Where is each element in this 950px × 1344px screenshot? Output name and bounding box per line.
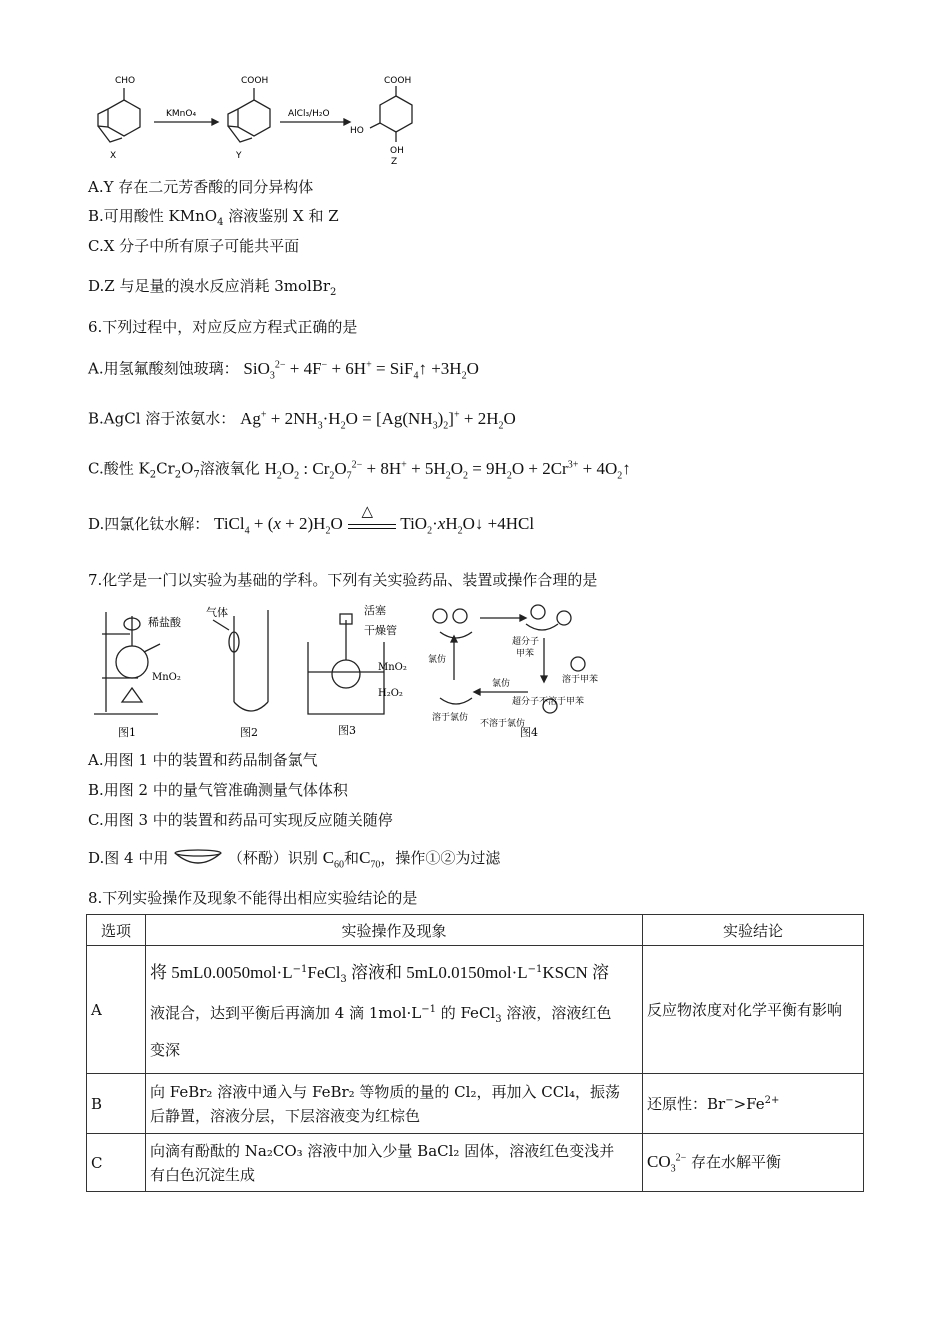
x-cho-label: CHO (115, 76, 136, 86)
row-a-option: A (87, 946, 146, 1074)
z-oh-label: OH (390, 146, 404, 156)
q8-stem: 8.下列实验操作及现象不能得出相应实验结论的是 (88, 889, 418, 907)
q7-apparatus-figure (88, 602, 608, 742)
table-row (87, 946, 864, 1074)
label-z: Z (391, 157, 398, 167)
z-cooh-label: COOH (384, 76, 412, 86)
fig4-caption: 图4 (520, 726, 538, 739)
q5-option-c: C.X 分子中所有原子可能共平面 (88, 237, 300, 255)
label-y: Y (236, 151, 242, 161)
label-x: X (110, 151, 117, 161)
row-b-conclusion: 还原性：$Br^->Fe^{2+}$ (643, 1074, 864, 1134)
table-header-row (87, 915, 864, 946)
q6-option-c: C.酸性 $K_2Cr_2O_7$溶液氧化 $H_2O_2$ : $Cr_2O_7^{2-} + 8H^+ + 5H_2O_2 = 9H_2O + 2Cr^{3+}$ + $4O_2↑$ (88, 458, 631, 482)
bowl-icon (173, 849, 223, 869)
q7-option-d: D.图 4 中用 （杯酚）识别 $C_{60}$和$C_{70}$，操作①②为过滤 (88, 848, 501, 871)
fig2-caption: 图2 (240, 726, 258, 739)
header-conclusion: 实验结论 (643, 915, 864, 946)
row-b-option: B (87, 1074, 146, 1134)
fig4-dissolve-toluene-label: 溶于甲苯 (562, 675, 599, 685)
q5-option-d: D.Z 与足量的溴水反应消耗 3molBr$_2$ (88, 277, 337, 298)
header-operation: 实验操作及现象 (146, 915, 643, 946)
fig4-toluene-label: 甲苯 (516, 649, 535, 659)
header-option: 选项 (87, 915, 146, 946)
fig3-caption: 图3 (338, 724, 356, 737)
fig4-supra-label: 超分子 (512, 637, 540, 647)
q6-option-b: B.AgCl 溶于浓氨水： $Ag^+ + 2NH_3\cdot H_2O = [Ag(NH_3)_2]^+ + 2H_2O$ (88, 408, 516, 432)
q7-option-a: A.用图 1 中的装置和药品制备氯气 (88, 751, 318, 769)
q7-stem: 7.化学是一门以实验为基础的学科。下列有关实验药品、装置或操作合理的是 (88, 571, 598, 589)
fig4-insol-chloroform-label: 不溶于氯仿 (480, 719, 526, 729)
q7-option-b: B.用图 2 中的量气管准确测量气体体积 (88, 781, 348, 799)
q5-option-a: A.Y 存在二元芳香酸的同分异构体 (88, 178, 314, 196)
q5-option-b: B.可用酸性 KMnO$_4$ 溶液鉴别 X 和 Z (88, 207, 339, 228)
q6-stem: 6.下列过程中，对应反应方程式正确的是 (88, 318, 358, 336)
reagent-kmno4-label: KMnO₄ (166, 109, 197, 119)
row-c-conclusion: $CO_3^{2-}$ 存在水解平衡 (643, 1134, 864, 1192)
fig1-hcl-label: 稀盐酸 (148, 616, 181, 629)
fig4-dissolve-chloroform-label: 溶于氯仿 (432, 713, 469, 723)
reaction-scheme-figure (84, 70, 444, 175)
fig4-chloroform-label-mid: 氯仿 (492, 679, 511, 689)
fig3-valve-label: 活塞 (364, 604, 386, 617)
table-row (87, 1134, 864, 1192)
q7-option-c: C.用图 3 中的装置和药品可实现反应随关随停 (88, 811, 393, 829)
fig3-mno2-label: MnO₂ (378, 662, 407, 673)
row-b-operation: 向 FeBr₂ 溶液中通入与 FeBr₂ 等物质的量的 Cl₂，再加入 CCl₄，振荡 后静置，溶液分层，下层溶液变为红棕色 (146, 1074, 643, 1134)
row-c-operation: 向滴有酚酞的 Na₂CO₃ 溶液中加入少量 BaCl₂ 固体，溶液红色变浅并 有白色沉淀生成 (146, 1134, 643, 1192)
row-c-option: C (87, 1134, 146, 1192)
reagent-alcl3-label: AlCl₃/H₂O (288, 109, 330, 119)
fig4-supra-insol-label: 超分子不溶于甲苯 (512, 697, 585, 707)
row-a-conclusion: 反应物浓度对化学平衡有影响 (643, 946, 864, 1074)
q6-option-a: A.用氢氟酸刻蚀玻璃： SiO$_3^{2-}$ + 4F− + 6H+ = SiF$_4$↑ $+3H_2O$ (88, 358, 479, 382)
fig1-mno2-label: MnO₂ (152, 672, 181, 683)
fig2-gas-label: 气体 (206, 606, 228, 619)
y-cooh-label: COOH (241, 76, 269, 86)
fig1-caption: 图1 (118, 726, 136, 739)
z-ho-label: HO (350, 126, 364, 136)
fig3-dryer-label: 干燥管 (364, 624, 397, 637)
q6-option-d: D.四氯化钛水解： TiCl$_4$ + $(x + 2)H_2O$ △ $TiO_2\cdot xH_2O↓ +4HCl$ (88, 504, 535, 537)
q8-table (86, 914, 864, 1192)
fig3-h2o2-label: H₂O₂ (378, 688, 403, 699)
fig4-chloroform-label-left: 氯仿 (428, 655, 447, 665)
table-row (87, 1074, 864, 1134)
row-a-operation: 将 $5mL0.0050mol\cdot L^{-1}FeCl_3$ 溶液和 $5mL0.0150mol\cdot L^{-1}KSCN$ 溶 液混合，达到平衡后再滴加 4 滴 $1mol\cdot L^{-1}$ 的 FeCl$_3$ 溶液，溶液红色 变深 (146, 946, 643, 1074)
